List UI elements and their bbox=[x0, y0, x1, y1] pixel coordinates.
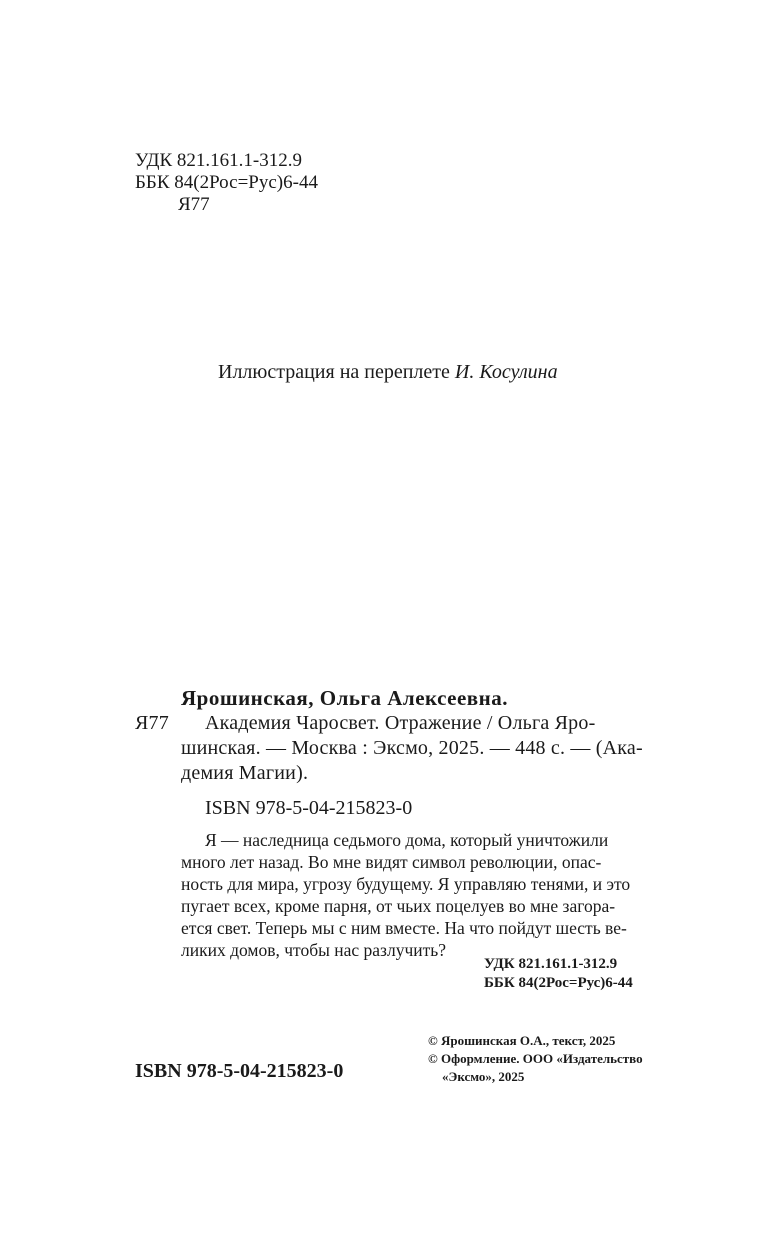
record-description-line: шинская. — Москва : Эксмо, 2025. — 448 с. — (Ака- bbox=[181, 737, 643, 759]
bbk-code-right: ББК 84(2Рос=Рус)6-44 bbox=[484, 975, 633, 991]
udk-code: УДК 821.161.1-312.9 bbox=[135, 150, 302, 171]
record-author: Ярошинская, Ольга Алексеевна. bbox=[181, 686, 508, 710]
annotation-line: ется свет. Теперь мы с ним вместе. На что пойдут шесть ве- bbox=[181, 918, 627, 938]
record-code: Я77 bbox=[135, 712, 169, 734]
copyright-line: © Оформление. ООО «Издательство bbox=[428, 1051, 643, 1066]
annotation-line: Я — наследница седьмого дома, который уничтожили bbox=[205, 830, 609, 850]
copyright-line: © Ярошинская О.А., текст, 2025 bbox=[428, 1033, 616, 1048]
author-sign: Я77 bbox=[178, 194, 210, 215]
illustration-artist: И. Косулина bbox=[454, 361, 558, 383]
record-description-line: Академия Чаросвет. Отражение / Ольга Яро- bbox=[205, 712, 596, 734]
copyright-line: «Эксмо», 2025 bbox=[442, 1069, 525, 1084]
record-isbn: ISBN 978-5-04-215823-0 bbox=[205, 797, 413, 819]
footer-isbn: ISBN 978-5-04-215823-0 bbox=[135, 1060, 344, 1082]
annotation-line: пугает всех, кроме парня, от чьих поцелуев во мне загора- bbox=[181, 896, 616, 916]
illustration-credit bbox=[218, 361, 558, 384]
record-description-line: демия Магии). bbox=[181, 762, 309, 784]
annotation-line: ликих домов, чтобы нас разлучить? bbox=[181, 940, 447, 960]
illustration-prefix: Иллюстрация на переплете bbox=[218, 361, 450, 383]
annotation-line: много лет назад. Во мне видят символ революции, опас- bbox=[181, 852, 602, 872]
udk-code-right: УДК 821.161.1-312.9 bbox=[484, 956, 618, 972]
annotation-line: ность для мира, угрозу будущему. Я управляю тенями, и это bbox=[181, 874, 631, 894]
bbk-code: ББК 84(2Рос=Рус)6-44 bbox=[135, 172, 318, 193]
